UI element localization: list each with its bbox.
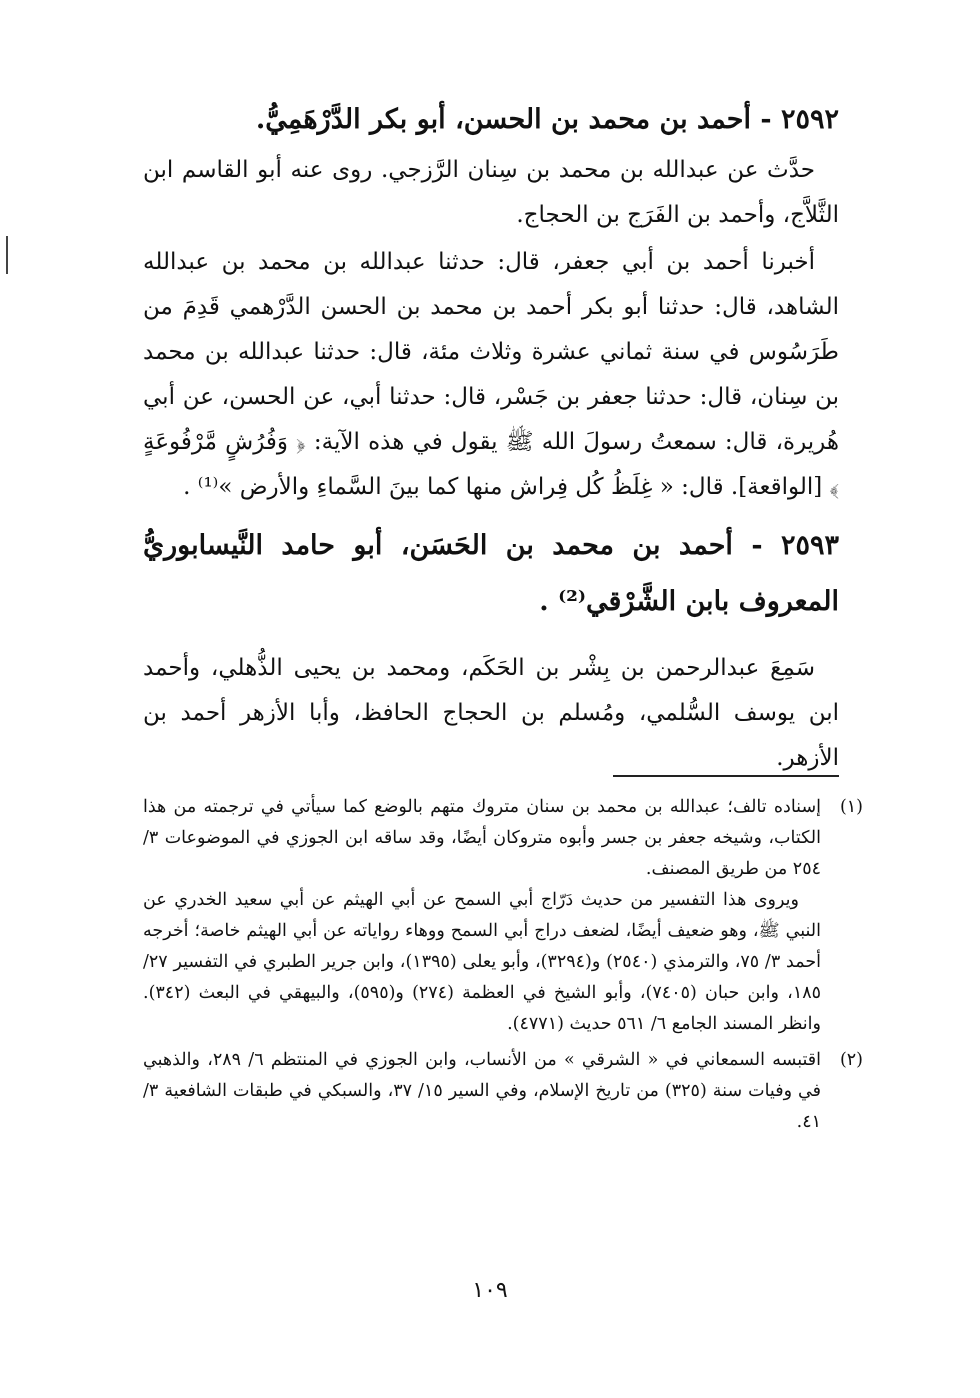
entry-title-2593: ٢٥٩٣ - أحمد بن محمد بن الحَسَن، أبو حامد النَّيسابوريُّ المعروف بابن الشَّرْقي⁽²⁾ . xyxy=(143,530,839,617)
footnote-body xyxy=(143,1045,821,1138)
second-entry xyxy=(143,518,839,781)
page-number: ١٠٩ xyxy=(472,1278,508,1303)
footnote-1-text-2: ويروى هذا التفسير من حديث دَرّاج أبي السمح عن أبي الهيثم عن أبي سعيد الخدري عن النبي ﷺ، وهو ضعيف أيضًا، لضعف دراج أبي السمح ووهاء رواياته عن أبي الهيثم خاصة؛ أخرجه أحمد ٣/ ٧٥، والترمذي (٢٥٤٠) و(٣٢٩٤)، وأبو يعلى (١٣٩٥)، وابن جرير الطبري في التفسير ٢٧/ ١٨٥، وابن حبان (٧٤٠٥)، وأبو الشيخ في العظمة (٢٧٤) و(٥٩٥)، والبيهقي في البعث (٣٤٢). وانظر المسند الجامع ٦/ ٥٦١ حديث (٤٧٧١). xyxy=(143,890,822,1034)
entry-2592-paragraph-2: أخبرنا أحمد بن أبي جعفر، قال: حدثنا عبدالله بن محمد بن عبدالله الشاهد، قال: حدثنا أبو بكر أحمد بن محمد بن الحسن الدَّرْهمي قَدِمَ من طَرَسُوس في سنة ثماني عشرة وثلاث مئة، قال: حدثنا عبدالله بن محمد بن سِنان، قال: حدثنا جعفر بن جَسْر، قال: حدثنا أبي، عن الحسن، عن أبي هُريرة، قال: سمعتُ رسولَ الله ﷺ يقول في هذه الآية: ﴿ وَفُرُشٍ مَّرْفُوعَةٍ ﴾ [الواقعة]. قال: « غِلَظُ كُل فِراش منها كما بينَ السَّماءِ والأرض »⁽¹⁾ . xyxy=(143,249,839,500)
footnote-1-text-1: إسناده تالف؛ عبدالله بن محمد بن سنان متروك متهم بالوضع كما سيأتي في ترجمته من هذا الكتاب، وشيخه جعفر بن جسر وأبوه متروكان أيضًا، وقد ساقه ابن الجوزي في الموضوعات ٣/ ٢٥٤ من طريق المصنف. xyxy=(143,797,821,879)
footnote-2 xyxy=(143,1045,863,1138)
footnote-1 xyxy=(143,792,863,1040)
footnote-number: (٢) xyxy=(839,1050,863,1070)
entry-2593-paragraph-1: سَمِعَ عبدالرحمن بن بِشْر بن الحَكَم، ومحمد بن يحيى الذُّهلي، وأحمد ابن يوسف السُّلمي، ومُسلم بن الحجاج الحافظ، وأبا الأزهر أحمد بن الأزهر. xyxy=(143,655,839,771)
entry-2592-paragraph-1: حدَّث عن عبدالله بن محمد بن سِنان الرَّزجي. روى عنه أبو القاسم ابن الثَّلاَّج، وأحمد بن الفَرَج بن الحجاج. xyxy=(143,157,839,228)
footnote-2-text-1: اقتبسه السمعاني في « الشرقي » من الأنساب، وابن الجوزي في المنتظم ٦/ ٢٨٩، والذهبي في وفيات سنة (٣٢٥) من تاريخ الإسلام، وفي السير ١٥/ ٣٧، والسبكي في طبقات الشافعية ٣/ ٤١. xyxy=(143,1050,821,1132)
footnote-separator xyxy=(613,775,839,777)
footnote-number: (١) xyxy=(839,797,863,817)
margin-mark xyxy=(6,236,8,274)
footnotes xyxy=(143,792,863,1143)
entry-title-2592: ٢٥٩٢ - أحمد بن محمد بن الحسن، أبو بكر الدَّرْهَمِيُّ. xyxy=(255,104,839,135)
footnote-body xyxy=(143,792,821,1040)
main-text xyxy=(143,92,839,510)
